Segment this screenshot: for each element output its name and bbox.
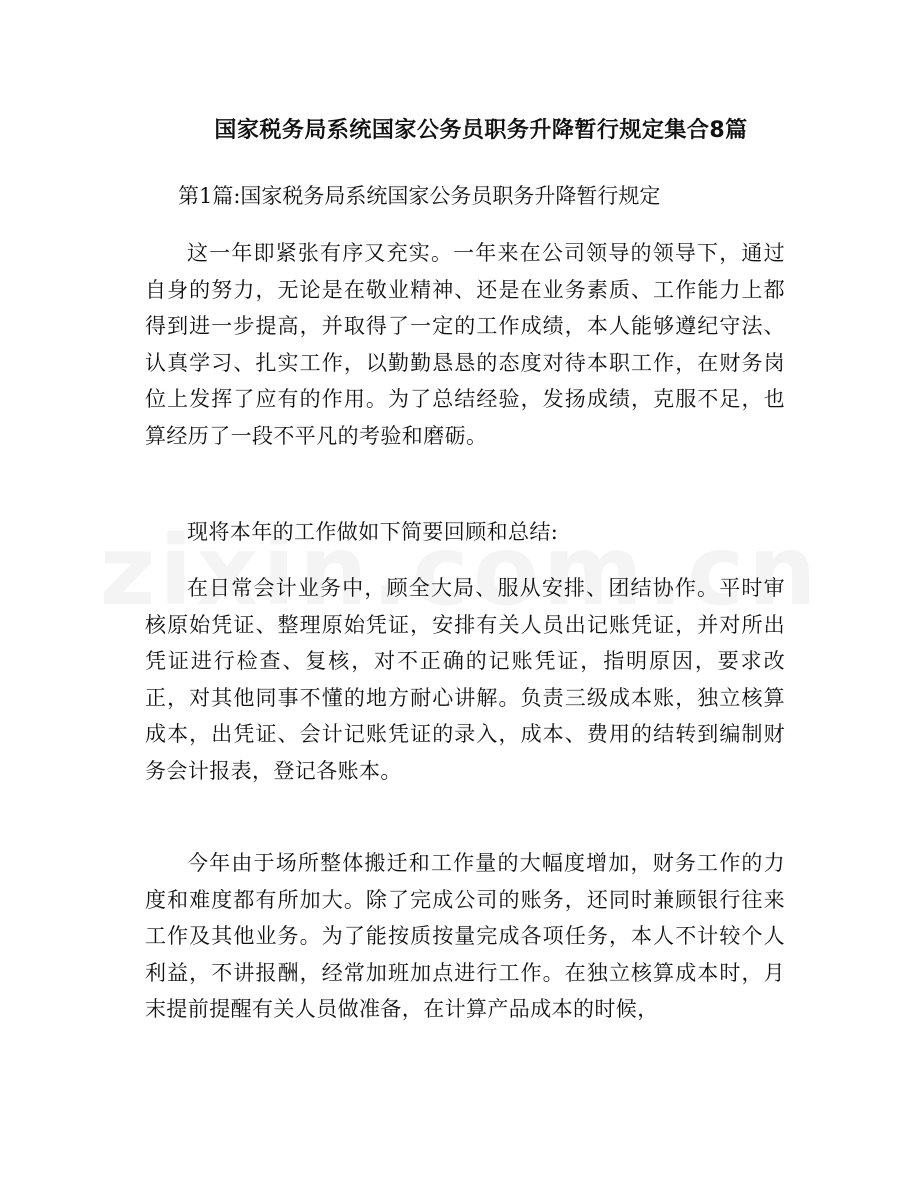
paragraph-1: 这一年即紧张有序又充实。一年来在公司领导的领导下，通过自身的努力，无论是在敬业精神、还是在业务素质、工作能力上都得到进一步提高，并取得了一定的工作成绩，本人能够遵纪守法、认真学习、扎实工作，以勤勤恳恳的态度对待本职工作，在财务岗位上发挥了应有的作用。为了总结经验，发扬成绩，克服不足，也算经历了一段不平凡的考验和磨砺。 bbox=[145, 241, 785, 448]
document-title: 国家税务局系统国家公务员职务升降暂行规定集合8篇 bbox=[214, 118, 748, 143]
paragraph-2: 现将本年的工作做如下简要回顾和总结: bbox=[187, 520, 559, 544]
paragraph-4: 今年由于场所整体搬迁和工作量的大幅度增加，财务工作的力度和难度都有所加大。除了完成公司的账务，还同时兼顾银行往来工作及其他业务。为了能按质按量完成各项任务，本人不计较个人利益，不讲报酬，经常加班加点进行工作。在独立核算成本时，月末提前提醒有关人员做准备，在计算产品成本的时候， bbox=[145, 851, 785, 1021]
section-heading: 第1篇:国家税务局系统国家公务员职务升降暂行规定 bbox=[178, 184, 661, 208]
paragraph-3: 在日常会计业务中，顾全大局、服从安排、团结协作。平时审核原始凭证、整理原始凭证，安排有关人员出记账凭证，并对所出凭证进行检查、复核，对不正确的记账凭证，指明原因，要求改正，对其他同事不懂的地方耐心讲解。负责三级成本账，独立核算成本，出凭证、会计记账凭证的录入，成本、费用的结转到编制财务会计报表，登记各账本。 bbox=[145, 576, 785, 783]
